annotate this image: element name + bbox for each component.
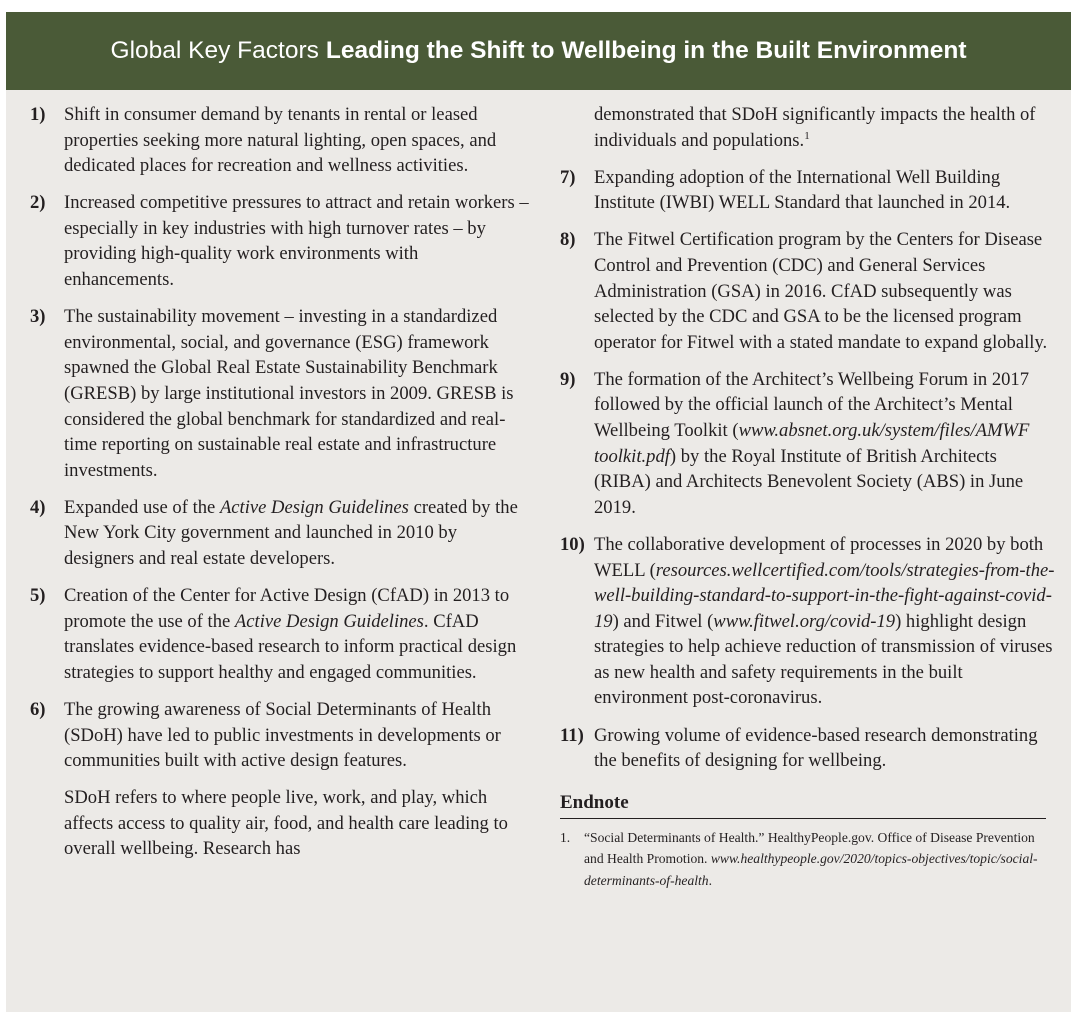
- item-text: [64, 495, 530, 572]
- list-item: [30, 304, 530, 483]
- item-text: The growing awareness of Social Determinants of Health (SDoH) have led to public investments in developments or communities built with active design features.: [64, 698, 501, 772]
- item-number: 11): [560, 724, 584, 746]
- item-text-pre: The formation of the Architect’s Wellbeing Forum in 2017 followed by the official launch of the Architect’s Mental Wellbeing Toolkit (: [594, 368, 1030, 442]
- item-text: The Fitwel Certification program by the Centers for Disease Control and Prevention (CDC) and General Services Administration (GSA) in 2016. CfAD subsequently was selected by the CDC and GSA to be the licensed program operator for Fitwel with a stated mandate to expand globally.: [594, 229, 1048, 353]
- list-item: [30, 102, 530, 179]
- item-text-italic: www.absnet.org.uk/system/files/AMWF toolkit.pdf: [594, 420, 1030, 467]
- item-number: 4): [30, 496, 46, 518]
- endnote-item: [560, 827, 1046, 892]
- header-title-light: Global Key Factors: [110, 37, 319, 64]
- item-text-post: . CfAD translates evidence-based research to inform practical design strategies to support healthy and engaged communities.: [64, 610, 517, 683]
- list-item: [30, 495, 530, 572]
- left-column: [30, 102, 530, 874]
- item-text: [594, 367, 1055, 521]
- item-text: Growing volume of evidence-based research demonstrating the benefits of designing for wellbeing.: [594, 724, 1038, 772]
- continued-text: demonstrated that SDoH significantly impacts the health of individuals and populations.: [594, 104, 1036, 151]
- item-6-paragraph: SDoH refers to where people live, work, and play, which affects access to quality air, food, and health care leading to overall wellbeing. Research has: [64, 787, 508, 860]
- list-item: [560, 165, 1055, 216]
- list-item: [560, 532, 1055, 711]
- item-number: 10): [560, 533, 585, 555]
- item-text: The sustainability movement – investing in a standardized environmental, social, and governance (ESG) framework spawned the Global Real Estate Sustainability Benchmark (GRESB) by large institutional investors in 2009. GRESB is considered the global benchmark for standardized and real-time reporting on sustainable real estate and infrastructure investments.: [64, 306, 514, 481]
- item-6-paragraph-continued: [560, 102, 1055, 153]
- endnote-ref: 1: [804, 129, 810, 142]
- sidebar-box: [6, 12, 1071, 1012]
- item-text-mid: ) and Fitwel (: [612, 610, 714, 632]
- list-item: [560, 367, 1055, 521]
- endnote-tail: .: [708, 872, 712, 888]
- endnote-url: www.healthypeople.gov/2020/topics-objectives/topic/social-determinants-of-health: [584, 851, 1038, 888]
- item-number: 7): [560, 166, 576, 188]
- item-number: 2): [30, 192, 46, 214]
- endnote-number: 1.: [560, 829, 571, 845]
- item-text-italic: Active Design Guidelines: [234, 610, 424, 632]
- item-text: [594, 532, 1055, 711]
- endnote-title: Endnote: [560, 792, 1046, 819]
- list-item: [30, 697, 530, 774]
- item-number: 9): [560, 368, 576, 390]
- right-column: [560, 102, 1055, 891]
- item-text-pre: Creation of the Center for Active Design (CfAD) in 2013 to promote the use of the: [64, 585, 510, 632]
- list-item: [560, 227, 1055, 355]
- item-text-post: created by the New York City government and launched in 2010 by designers and real estate developers.: [64, 496, 518, 569]
- item-text-post: ) by the Royal Institute of British Architects (RIBA) and Architects Benevolent Society (ABS) in June 2019.: [594, 445, 1024, 518]
- item-text-italic: Active Design Guidelines: [219, 496, 409, 518]
- list-item: [560, 723, 1055, 774]
- item-text: [64, 583, 530, 685]
- list-item: [30, 583, 530, 685]
- header-title-bold: Leading the Shift to Wellbeing in the Built Environment: [325, 37, 967, 64]
- item-text-italic-2: www.fitwel.org/covid-19: [713, 610, 896, 632]
- item-number: 1): [30, 104, 46, 125]
- list-item: [30, 190, 530, 292]
- item-text: Increased competitive pressures to attract and retain workers – especially in key industries with high turnover rates – by providing high-quality work environments with enhancements.: [64, 192, 529, 291]
- item-number: 6): [30, 698, 46, 720]
- item-text-pre: Expanded use of the: [64, 496, 220, 518]
- box-header: [6, 12, 1071, 90]
- endnote-text: “Social Determinants of Health.” HealthyPeople.gov. Office of Disease Prevention and Health Promotion.: [584, 829, 1035, 867]
- item-number: 3): [30, 306, 46, 328]
- item-text: Shift in consumer demand by tenants in rental or leased properties seeking more natural lighting, open spaces, and dedicated places for recreation and wellness activities.: [64, 104, 497, 177]
- item-text-italic: resources.wellcertified.com/tools/strategies-from-the-well-building-standard-to-support-in-the-fight-against-covid-19: [594, 559, 1055, 632]
- item-text: Expanding adoption of the International Well Building Institute (IWBI) WELL Standard that launched in 2014.: [594, 166, 1011, 214]
- item-number: 8): [560, 229, 576, 251]
- item-text-post: ) highlight design strategies to help achieve reduction of transmission of viruses as new health and safety requirements in the built environment post-coronavirus.: [594, 610, 1053, 709]
- item-text-pre: The collaborative development of processes in 2020 by both WELL (: [594, 533, 1044, 581]
- item-number: 5): [30, 585, 46, 607]
